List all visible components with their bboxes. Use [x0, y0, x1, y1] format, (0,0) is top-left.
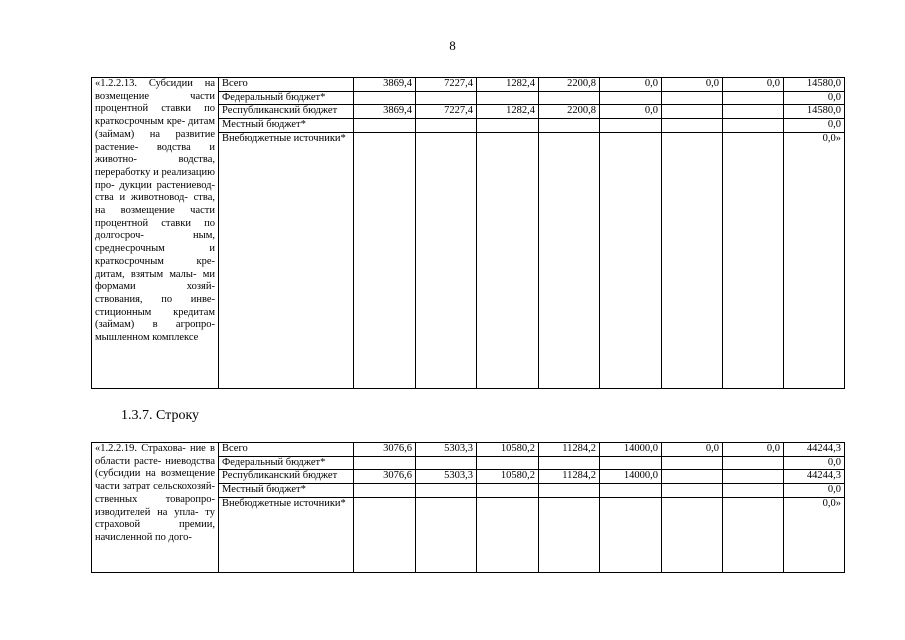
- amount-cell: [662, 132, 723, 388]
- amount-cell: 3869,4: [354, 105, 416, 119]
- amount-cell: [662, 119, 723, 133]
- amount-cell: 5303,3: [416, 443, 477, 457]
- page-number: 8: [449, 38, 456, 53]
- amount-cell: 3076,6: [354, 443, 416, 457]
- amount-cell: [723, 119, 784, 133]
- amount-cell: [354, 119, 416, 133]
- measure-description: «1.2.2.19. Страхова- ние в области расте- ниеводства (субсидии на возмещение части затрат сельскохозяй- ственных товаропро- изводителей на упла- ту страховой премии, начисленной по дого-: [92, 443, 219, 573]
- amount-cell: [477, 484, 539, 498]
- budget-source-label: Внебюджетные источники*: [219, 497, 354, 572]
- amount-cell: 0,0: [784, 456, 845, 470]
- amount-cell: [662, 91, 723, 105]
- amount-cell: [723, 470, 784, 484]
- amount-cell: [600, 119, 662, 133]
- amount-cell: [477, 132, 539, 388]
- amount-cell: [600, 132, 662, 388]
- amount-cell: [539, 497, 600, 572]
- amount-cell: [539, 119, 600, 133]
- amount-cell: [539, 132, 600, 388]
- amount-cell: [723, 484, 784, 498]
- amount-cell: 10580,2: [477, 443, 539, 457]
- section-heading: 1.3.7. Строку: [121, 408, 200, 423]
- amount-cell: 3076,6: [354, 470, 416, 484]
- amount-cell: 7227,4: [416, 105, 477, 119]
- amount-cell: 3869,4: [354, 78, 416, 92]
- amount-cell: 10580,2: [477, 470, 539, 484]
- amount-cell: [477, 119, 539, 133]
- amount-cell: [354, 91, 416, 105]
- amount-cell: [539, 456, 600, 470]
- budget-source-label: Всего: [219, 78, 354, 92]
- amount-cell: [662, 484, 723, 498]
- amount-cell: [416, 484, 477, 498]
- budget-source-label: Республиканский бюджет: [219, 470, 354, 484]
- amount-cell: 7227,4: [416, 78, 477, 92]
- amount-cell: [600, 91, 662, 105]
- amount-cell: 14000,0: [600, 470, 662, 484]
- amount-cell: [416, 497, 477, 572]
- measure-description: «1.2.2.13. Субсидии на возмещение части процентной ставки по краткосрочным кре- дитам (займам) на развитие растение- водства и животно- водства, переработку и реализацию про- дукции растениевод- ства и животновод- ства, на возмещение части процентной ставки по долгосроч- ным, среднесрочным и краткосрочным кре- дитам, взятым малы- ми формами хозяй- ствования, по инве- стиционным кредитам (займам) в агропро- мышленном комплексе: [92, 78, 219, 389]
- amount-cell: [600, 484, 662, 498]
- amount-cell: 1282,4: [477, 78, 539, 92]
- amount-cell: 0,0: [784, 119, 845, 133]
- amount-cell: [354, 484, 416, 498]
- amount-cell: [477, 456, 539, 470]
- amount-cell: 0,0: [723, 443, 784, 457]
- budget-table-1219: [91, 442, 845, 573]
- amount-cell: 11284,2: [539, 470, 600, 484]
- amount-cell: [354, 456, 416, 470]
- amount-cell: 0,0»: [784, 132, 845, 388]
- amount-cell: [477, 497, 539, 572]
- amount-cell: [416, 91, 477, 105]
- amount-cell: [723, 105, 784, 119]
- amount-cell: 0,0: [723, 78, 784, 92]
- amount-cell: [723, 497, 784, 572]
- table-row: [92, 443, 845, 457]
- amount-cell: [539, 484, 600, 498]
- amount-cell: 44244,3: [784, 443, 845, 457]
- amount-cell: [662, 497, 723, 572]
- amount-cell: [354, 497, 416, 572]
- amount-cell: [723, 91, 784, 105]
- budget-source-label: Республиканский бюджет: [219, 105, 354, 119]
- amount-cell: [354, 132, 416, 388]
- amount-cell: [416, 119, 477, 133]
- amount-cell: 2200,8: [539, 105, 600, 119]
- amount-cell: 14580,0: [784, 105, 845, 119]
- budget-source-label: Всего: [219, 443, 354, 457]
- amount-cell: [416, 132, 477, 388]
- amount-cell: [539, 91, 600, 105]
- amount-cell: 0,0: [784, 91, 845, 105]
- amount-cell: [723, 132, 784, 388]
- amount-cell: 0,0»: [784, 497, 845, 572]
- amount-cell: 0,0: [600, 105, 662, 119]
- budget-source-label: Внебюджетные источники*: [219, 132, 354, 388]
- amount-cell: 11284,2: [539, 443, 600, 457]
- amount-cell: 0,0: [662, 443, 723, 457]
- budget-source-label: Местный бюджет*: [219, 484, 354, 498]
- amount-cell: [416, 456, 477, 470]
- budget-source-label: Местный бюджет*: [219, 119, 354, 133]
- budget-source-label: Федеральный бюджет*: [219, 91, 354, 105]
- amount-cell: [662, 470, 723, 484]
- amount-cell: 14580,0: [784, 78, 845, 92]
- amount-cell: [600, 497, 662, 572]
- amount-cell: [723, 456, 784, 470]
- amount-cell: [477, 91, 539, 105]
- amount-cell: 2200,8: [539, 78, 600, 92]
- amount-cell: [600, 456, 662, 470]
- table-row: [92, 78, 845, 92]
- amount-cell: 14000,0: [600, 443, 662, 457]
- amount-cell: 0,0: [600, 78, 662, 92]
- amount-cell: [662, 105, 723, 119]
- amount-cell: 0,0: [784, 484, 845, 498]
- budget-source-label: Федеральный бюджет*: [219, 456, 354, 470]
- budget-table-1213: [91, 77, 845, 389]
- amount-cell: 0,0: [662, 78, 723, 92]
- amount-cell: 1282,4: [477, 105, 539, 119]
- amount-cell: [662, 456, 723, 470]
- amount-cell: 44244,3: [784, 470, 845, 484]
- amount-cell: 5303,3: [416, 470, 477, 484]
